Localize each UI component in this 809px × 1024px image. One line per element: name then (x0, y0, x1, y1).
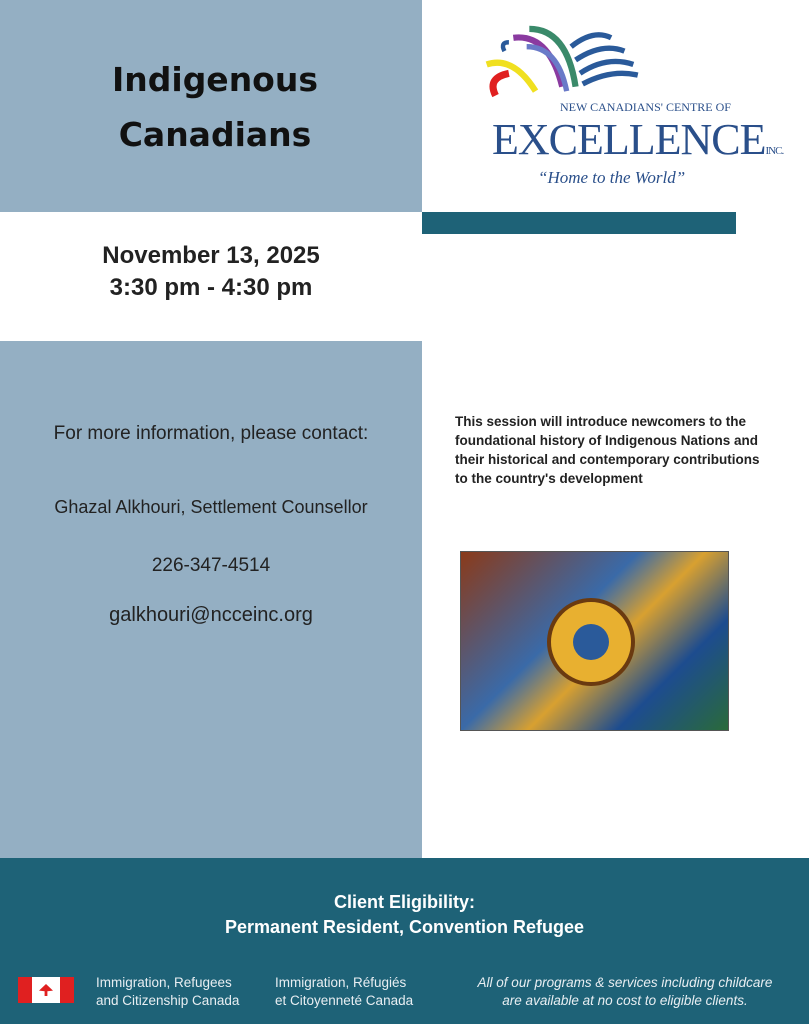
event-time: 3:30 pm - 4:30 pm (109, 274, 313, 301)
logo-suffix: INC. (765, 145, 784, 157)
ircc-fr-line-1: Immigration, Réfugiés (275, 975, 407, 990)
eligibility-title: Client Eligibility: (333, 892, 475, 912)
contact-panel (0, 341, 422, 858)
footer (0, 858, 809, 1024)
contact-name: Ghazal Alkhouri, Settlement Counsellor (54, 497, 368, 517)
cost-note-line-2: are available at no cost to eligible clients. (502, 993, 748, 1008)
logo-line-2 (492, 115, 784, 164)
session-description: This session will introduce newcomers to the foundational history of Indigenous Nations and their historical and contemporary contributions to the country's development (455, 414, 760, 486)
indigenous-artwork-image (460, 551, 729, 731)
contact-heading: For more information, please contact: (53, 423, 369, 444)
event-datetime (0, 240, 422, 304)
logo-excellence: EXCELLENCE (492, 115, 766, 164)
contact-email[interactable]: galkhouri@ncceinc.org (109, 604, 313, 626)
contact-phone: 226-347-4514 (151, 555, 271, 576)
ircc-en-line-2: and Citizenship Canada (96, 993, 240, 1008)
eligibility-text: Permanent Resident, Convention Refugee (224, 917, 585, 937)
title-line-2: Canadians (118, 115, 312, 154)
cost-note-line-1: All of our programs & services including childcare (477, 975, 773, 990)
title-panel (0, 0, 422, 212)
turtle-artwork-icon (461, 552, 728, 730)
logo-swoosh-icon (460, 20, 780, 100)
page-title (0, 52, 430, 162)
ncce-logo (460, 20, 790, 205)
title-line-1: Indigenous (111, 60, 318, 99)
accent-bar (422, 212, 736, 234)
eligibility (0, 890, 809, 940)
logo-line-1: NEW CANADIANS' CENTRE OF (560, 100, 731, 114)
logo-tagline: “Home to the World” (538, 168, 686, 187)
cost-note (455, 974, 795, 1010)
ircc-fr-line-2: et Citoyenneté Canada (275, 993, 414, 1008)
ircc-english (96, 974, 239, 1010)
canada-flag-icon (18, 977, 74, 1003)
event-date: November 13, 2025 (102, 242, 320, 269)
ircc-french (275, 974, 413, 1010)
ircc-en-line-1: Immigration, Refugees (96, 975, 232, 990)
